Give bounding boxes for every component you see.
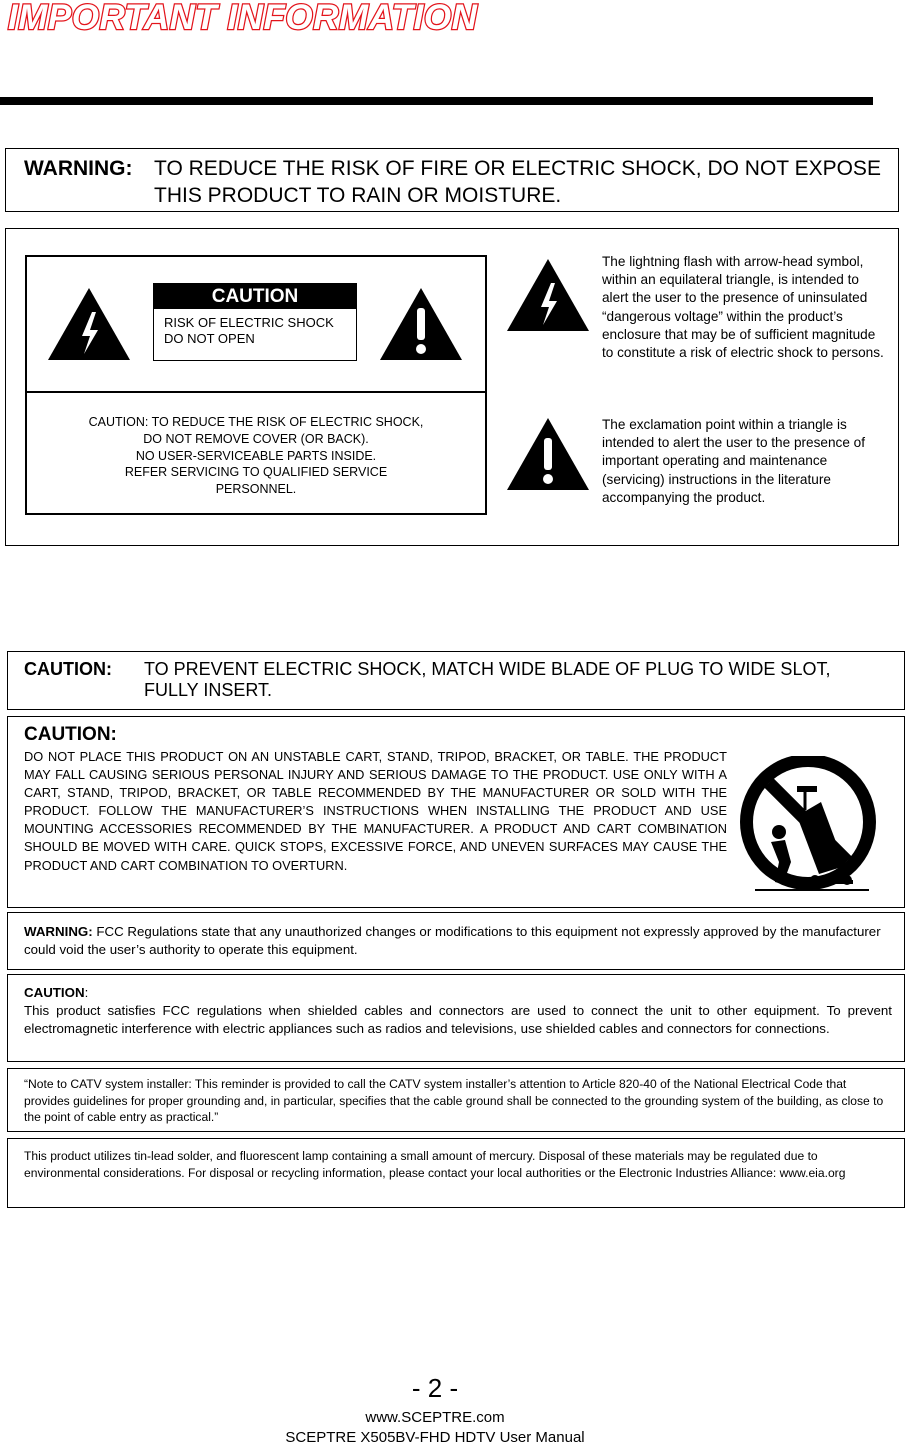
caution-label-line: RISK OF ELECTRIC SHOCK bbox=[164, 315, 334, 330]
fcc-warning-label: WARNING: bbox=[24, 924, 93, 939]
plug-caution-label: CAUTION: bbox=[24, 659, 112, 679]
plug-caution-text: TO PREVENT ELECTRIC SHOCK, MATCH WIDE BLADE OF PLUG TO WIDE SLOT, FULLY INSERT. bbox=[144, 659, 831, 700]
warning-label: WARNING: bbox=[24, 157, 133, 180]
title-rule bbox=[0, 97, 873, 105]
catv-note-text: “Note to CATV system installer: This reminder is provided to call the CATV system installer’s attention to Article 820-40 of the National Electrical Code that provides guidelines for proper grounding and, in particular, specifies that the cable ground shall be connected to the grounding system of the building, as close to the point of cable entry as practical.” bbox=[24, 1077, 884, 1124]
lightning-triangle-icon bbox=[505, 257, 591, 333]
cart-caution-heading: CAUTION: bbox=[24, 724, 117, 745]
footer-manual-title: SCEPTRE X505BV-FHD HDTV User Manual bbox=[285, 1429, 585, 1446]
catv-note-box bbox=[7, 1068, 905, 1132]
caution-label-heading: CAUTION bbox=[154, 284, 356, 309]
page-title: IMPORTANT INFORMATION bbox=[8, 0, 478, 37]
caution-instructions-line: CAUTION: TO REDUCE THE RISK OF ELECTRIC SHOCK, bbox=[88, 415, 424, 429]
no-cart-tipover-icon bbox=[735, 756, 881, 896]
exclamation-triangle-icon bbox=[378, 286, 464, 362]
caution-instructions bbox=[27, 414, 485, 498]
page-number: - 2 - bbox=[411, 1373, 459, 1403]
exclamation-triangle-icon bbox=[505, 416, 591, 492]
caution-instructions-line: DO NOT REMOVE COVER (OR BACK). bbox=[143, 431, 369, 446]
caution-label-line: DO NOT OPEN bbox=[164, 331, 255, 346]
emc-caution-text: This product satisfies FCC regulations when shielded cables and connectors are used to connect the unit to other equipment. To prevent electromagnetic interference with electric appliances such as radios and televisions, use shielded cables and connectors for connections. bbox=[24, 1003, 892, 1037]
caution-label bbox=[153, 283, 357, 361]
caution-instructions-line: NO USER-SERVICEABLE PARTS INSIDE. bbox=[135, 448, 377, 463]
caution-instructions-line: PERSONNEL. bbox=[215, 482, 297, 497]
exclamation-description: The exclamation point within a triangle is intended to alert the user to the presence of important operating and maintenance (servicing) instructions in the literature accompanying the product. bbox=[602, 417, 865, 505]
emc-caution-box bbox=[7, 974, 905, 1062]
fcc-warning-text: FCC Regulations state that any unauthorized changes or modifications to this equipment not expressly approved by the manufacturer could void the user’s authority to operate this equipment. bbox=[24, 924, 881, 957]
lightning-description: The lightning flash with arrow-head symbol, within an equilateral triangle, is intended to alert the user to the presence of uninsulated “dangerous voltage” within the product’s enclosure that may be of sufficient magnitude to constitute a risk of electric shock to persons. bbox=[602, 254, 884, 361]
warning-box bbox=[5, 148, 899, 212]
footer-website: www.SCEPTRE.com bbox=[365, 1409, 505, 1426]
mercury-note-box bbox=[7, 1138, 905, 1208]
fcc-warning-box bbox=[7, 912, 905, 970]
plug-caution-box bbox=[7, 651, 905, 710]
emc-caution-colon: : bbox=[84, 985, 89, 1000]
caution-instructions-line: REFER SERVICING TO QUALIFIED SERVICE bbox=[124, 465, 388, 480]
cart-caution-text: DO NOT PLACE THIS PRODUCT ON AN UNSTABLE CART, STAND, TRIPOD, BRACKET, OR TABLE. THE PRODUCT MAY FALL CAUSING SERIOUS PERSONAL INJURY AND SERIOUS DAMAGE TO THE PRODUCT. USE ONLY WITH A CART, STAND, TRIPOD, BRACKET, OR TABLE RECOMMENDED BY THE MANUFACTURER OR SOLD WITH THE PRODUCT. FOLLOW THE MANUFACTURER’S INSTRUCTIONS WHEN INSTALLING THE PRODUCT AND USE MOUNTING ACCESSORIES RECOMMENDED BY THE MANUFACTURER. A PRODUCT AND CART COMBINATION SHOULD BE MOVED WITH CARE. QUICK STOPS, EXCESSIVE FORCE, AND UNEVEN SURFACES MAY CAUSE THE PRODUCT AND CART COMBINATION TO OVERTURN. bbox=[24, 749, 727, 873]
mercury-note-text: This product utilizes tin-lead solder, and fluorescent lamp containing a small amount of mercury. Disposal of these materials may be regulated due to environmental considerations. For disposal or recycling information, please contact your local authorities or the Electronic Industries Alliance: www.eia.org bbox=[24, 1149, 846, 1180]
caution-panel-divider bbox=[25, 391, 487, 393]
emc-caution-label: CAUTION bbox=[24, 985, 85, 1000]
warning-text: TO REDUCE THE RISK OF FIRE OR ELECTRIC SHOCK, DO NOT EXPOSE THIS PRODUCT TO RAIN OR MOISTURE. bbox=[154, 157, 881, 207]
lightning-triangle-icon bbox=[46, 286, 132, 362]
